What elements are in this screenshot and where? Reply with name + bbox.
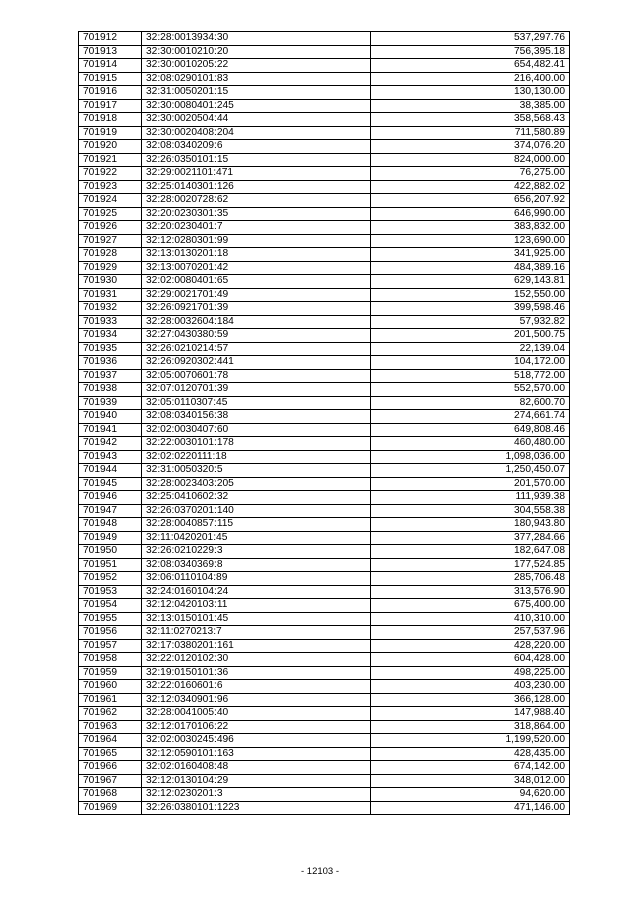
- cadastral-number-cell: 32:20:0230401:7: [142, 221, 371, 235]
- cadastral-number-cell: 32:30:0010210:20: [142, 45, 371, 59]
- table-row: [79, 774, 570, 788]
- record-id-cell: 701957: [79, 639, 142, 653]
- table-row: [79, 288, 570, 302]
- table-row: [79, 639, 570, 653]
- table-row: [79, 464, 570, 478]
- record-id-cell: 701965: [79, 747, 142, 761]
- record-id-cell: 701948: [79, 518, 142, 532]
- record-id-cell: 701950: [79, 545, 142, 559]
- table-row: [79, 329, 570, 343]
- amount-cell: 152,550.00: [371, 288, 570, 302]
- cadastral-number-cell: 32:13:0130201:18: [142, 248, 371, 262]
- record-id-cell: 701926: [79, 221, 142, 235]
- cadastral-number-cell: 32:05:0110307:45: [142, 396, 371, 410]
- cadastral-number-cell: 32:28:0023403:205: [142, 477, 371, 491]
- record-id-cell: 701946: [79, 491, 142, 505]
- cadastral-number-cell: 32:08:0340156:38: [142, 410, 371, 424]
- table-row: [79, 585, 570, 599]
- amount-cell: 1,199,520.00: [371, 734, 570, 748]
- cadastral-number-cell: 32:12:0280301:99: [142, 234, 371, 248]
- table-row: [79, 545, 570, 559]
- record-id-cell: 701955: [79, 612, 142, 626]
- amount-cell: 399,598.46: [371, 302, 570, 316]
- amount-cell: 484,389.16: [371, 261, 570, 275]
- table-row: [79, 693, 570, 707]
- amount-cell: 94,620.00: [371, 788, 570, 802]
- amount-cell: 604,428.00: [371, 653, 570, 667]
- cadastral-number-cell: 32:06:0110104:89: [142, 572, 371, 586]
- amount-cell: 656,207.92: [371, 194, 570, 208]
- record-id-cell: 701938: [79, 383, 142, 397]
- table-row: [79, 558, 570, 572]
- record-id-cell: 701934: [79, 329, 142, 343]
- table-row: [79, 450, 570, 464]
- table-row: [79, 653, 570, 667]
- record-id-cell: 701937: [79, 369, 142, 383]
- amount-cell: 130,130.00: [371, 86, 570, 100]
- record-id-cell: 701923: [79, 180, 142, 194]
- record-id-cell: 701964: [79, 734, 142, 748]
- amount-cell: 274,661.74: [371, 410, 570, 424]
- amount-cell: 216,400.00: [371, 72, 570, 86]
- cadastral-number-cell: 32:12:0230201:3: [142, 788, 371, 802]
- amount-cell: 82,600.70: [371, 396, 570, 410]
- record-id-cell: 701953: [79, 585, 142, 599]
- cadastral-number-cell: 32:24:0160104:24: [142, 585, 371, 599]
- record-id-cell: 701944: [79, 464, 142, 478]
- cadastral-number-cell: 32:12:0420103:11: [142, 599, 371, 613]
- table-row: [79, 32, 570, 46]
- record-id-cell: 701932: [79, 302, 142, 316]
- table-row: [79, 612, 570, 626]
- cadastral-number-cell: 32:31:0050201:15: [142, 86, 371, 100]
- amount-cell: 428,435.00: [371, 747, 570, 761]
- record-id-cell: 701920: [79, 140, 142, 154]
- table-row: [79, 396, 570, 410]
- record-id-cell: 701960: [79, 680, 142, 694]
- cadastral-number-cell: 32:26:0920302:441: [142, 356, 371, 370]
- table-row: [79, 86, 570, 100]
- amount-cell: 383,832.00: [371, 221, 570, 235]
- record-id-cell: 701914: [79, 59, 142, 73]
- table-row: [79, 477, 570, 491]
- amount-cell: 182,647.08: [371, 545, 570, 559]
- record-id-cell: 701969: [79, 801, 142, 815]
- record-id-cell: 701941: [79, 423, 142, 437]
- cadastral-number-cell: 32:31:0050320:5: [142, 464, 371, 478]
- record-id-cell: 701940: [79, 410, 142, 424]
- amount-cell: 377,284.66: [371, 531, 570, 545]
- amount-cell: 649,808.46: [371, 423, 570, 437]
- cadastral-number-cell: 32:17:0380201:161: [142, 639, 371, 653]
- cadastral-number-cell: 32:22:0030101:178: [142, 437, 371, 451]
- amount-cell: 180,943.80: [371, 518, 570, 532]
- cadastral-number-cell: 32:07:0120701:39: [142, 383, 371, 397]
- record-id-cell: 701966: [79, 761, 142, 775]
- amount-cell: 518,772.00: [371, 369, 570, 383]
- record-id-cell: 701954: [79, 599, 142, 613]
- table-row: [79, 410, 570, 424]
- record-id-cell: 701949: [79, 531, 142, 545]
- amount-cell: 76,275.00: [371, 167, 570, 181]
- cadastral-number-cell: 32:28:0013934:30: [142, 32, 371, 46]
- record-id-cell: 701912: [79, 32, 142, 46]
- amount-cell: 341,925.00: [371, 248, 570, 262]
- amount-cell: 285,706.48: [371, 572, 570, 586]
- record-id-cell: 701945: [79, 477, 142, 491]
- amount-cell: 824,000.00: [371, 153, 570, 167]
- record-id-cell: 701935: [79, 342, 142, 356]
- record-id-cell: 701921: [79, 153, 142, 167]
- record-id-cell: 701959: [79, 666, 142, 680]
- table-row: [79, 153, 570, 167]
- cadastral-number-cell: 32:02:0030245:496: [142, 734, 371, 748]
- amount-cell: 22,139.04: [371, 342, 570, 356]
- table-row: [79, 680, 570, 694]
- amount-cell: 177,524.85: [371, 558, 570, 572]
- table-row: [79, 788, 570, 802]
- cadastral-number-cell: 32:28:0041005:40: [142, 707, 371, 721]
- cadastral-number-cell: 32:27:0430380:59: [142, 329, 371, 343]
- record-id-cell: 701922: [79, 167, 142, 181]
- amount-cell: 675,400.00: [371, 599, 570, 613]
- record-id-cell: 701916: [79, 86, 142, 100]
- amount-cell: 38,385.00: [371, 99, 570, 113]
- amount-cell: 629,143.81: [371, 275, 570, 289]
- record-id-cell: 701918: [79, 113, 142, 127]
- table-row: [79, 504, 570, 518]
- record-id-cell: 701915: [79, 72, 142, 86]
- cadastral-number-cell: 32:30:0010205:22: [142, 59, 371, 73]
- amount-cell: 111,939.38: [371, 491, 570, 505]
- cadastral-number-cell: 32:26:0370201:140: [142, 504, 371, 518]
- record-id-cell: 701943: [79, 450, 142, 464]
- table-row: [79, 572, 570, 586]
- amount-cell: 646,990.00: [371, 207, 570, 221]
- cadastral-number-cell: 32:11:0270213:7: [142, 626, 371, 640]
- table-row: [79, 248, 570, 262]
- amount-cell: 358,568.43: [371, 113, 570, 127]
- cadastral-number-cell: 32:20:0230301:35: [142, 207, 371, 221]
- record-id-cell: 701961: [79, 693, 142, 707]
- record-id-cell: 701928: [79, 248, 142, 262]
- cadastral-number-cell: 32:12:0340901:96: [142, 693, 371, 707]
- amount-cell: 1,250,450.07: [371, 464, 570, 478]
- cadastral-number-cell: 32:02:0160408:48: [142, 761, 371, 775]
- table-row: [79, 734, 570, 748]
- table-row: [79, 261, 570, 275]
- cadastral-number-cell: 32:22:0160601:6: [142, 680, 371, 694]
- table-row: [79, 342, 570, 356]
- table-row: [79, 761, 570, 775]
- cadastral-number-cell: 32:08:0340209:6: [142, 140, 371, 154]
- table-row: [79, 626, 570, 640]
- amount-cell: 304,558.38: [371, 504, 570, 518]
- cadastral-number-cell: 32:19:0150101:36: [142, 666, 371, 680]
- cadastral-number-cell: 32:30:0020408:204: [142, 126, 371, 140]
- table-row: [79, 275, 570, 289]
- record-id-cell: 701933: [79, 315, 142, 329]
- table-row: [79, 801, 570, 815]
- cadastral-number-cell: 32:29:0021701:49: [142, 288, 371, 302]
- amount-cell: 1,098,036.00: [371, 450, 570, 464]
- cadastral-number-cell: 32:08:0290101:83: [142, 72, 371, 86]
- amount-cell: 471,146.00: [371, 801, 570, 815]
- table-row: [79, 369, 570, 383]
- record-id-cell: 701931: [79, 288, 142, 302]
- amount-cell: 552,570.00: [371, 383, 570, 397]
- amount-cell: 674,142.00: [371, 761, 570, 775]
- record-id-cell: 701951: [79, 558, 142, 572]
- table-row: [79, 140, 570, 154]
- table-row: [79, 666, 570, 680]
- amount-cell: 711,580.89: [371, 126, 570, 140]
- records-table: [78, 31, 570, 815]
- record-id-cell: 701917: [79, 99, 142, 113]
- table-row: [79, 45, 570, 59]
- table-row: [79, 99, 570, 113]
- record-id-cell: 701947: [79, 504, 142, 518]
- amount-cell: 57,932.82: [371, 315, 570, 329]
- record-id-cell: 701919: [79, 126, 142, 140]
- table-row: [79, 113, 570, 127]
- cadastral-number-cell: 32:28:0020728:62: [142, 194, 371, 208]
- cadastral-number-cell: 32:26:0380101:1223: [142, 801, 371, 815]
- record-id-cell: 701939: [79, 396, 142, 410]
- amount-cell: 374,076.20: [371, 140, 570, 154]
- records-table-body: [79, 32, 570, 815]
- amount-cell: 366,128.00: [371, 693, 570, 707]
- amount-cell: 410,310.00: [371, 612, 570, 626]
- cadastral-number-cell: 32:28:0040857:115: [142, 518, 371, 532]
- record-id-cell: 701925: [79, 207, 142, 221]
- cadastral-number-cell: 32:02:0030407:60: [142, 423, 371, 437]
- table-row: [79, 599, 570, 613]
- table-row: [79, 531, 570, 545]
- amount-cell: 147,988.40: [371, 707, 570, 721]
- amount-cell: 756,395.18: [371, 45, 570, 59]
- amount-cell: 123,690.00: [371, 234, 570, 248]
- record-id-cell: 701924: [79, 194, 142, 208]
- record-id-cell: 701962: [79, 707, 142, 721]
- record-id-cell: 701958: [79, 653, 142, 667]
- table-row: [79, 518, 570, 532]
- table-row: [79, 126, 570, 140]
- record-id-cell: 701927: [79, 234, 142, 248]
- record-id-cell: 701963: [79, 720, 142, 734]
- record-id-cell: 701936: [79, 356, 142, 370]
- record-id-cell: 701952: [79, 572, 142, 586]
- cadastral-number-cell: 32:11:0420201:45: [142, 531, 371, 545]
- cadastral-number-cell: 32:30:0080401:245: [142, 99, 371, 113]
- table-row: [79, 167, 570, 181]
- table-row: [79, 315, 570, 329]
- amount-cell: 348,012.00: [371, 774, 570, 788]
- cadastral-number-cell: 32:12:0170106:22: [142, 720, 371, 734]
- record-id-cell: 701967: [79, 774, 142, 788]
- table-row: [79, 221, 570, 235]
- cadastral-number-cell: 32:13:0070201:42: [142, 261, 371, 275]
- record-id-cell: 701913: [79, 45, 142, 59]
- record-id-cell: 701929: [79, 261, 142, 275]
- amount-cell: 104,172.00: [371, 356, 570, 370]
- cadastral-number-cell: 32:25:0410602:32: [142, 491, 371, 505]
- table-row: [79, 491, 570, 505]
- amount-cell: 654,482.41: [371, 59, 570, 73]
- record-id-cell: 701930: [79, 275, 142, 289]
- table-row: [79, 720, 570, 734]
- table-row: [79, 207, 570, 221]
- amount-cell: 318,864.00: [371, 720, 570, 734]
- cadastral-number-cell: 32:26:0350101:15: [142, 153, 371, 167]
- table-row: [79, 59, 570, 73]
- page-number: - 12103 -: [300, 866, 340, 877]
- table-row: [79, 234, 570, 248]
- amount-cell: 498,225.00: [371, 666, 570, 680]
- record-id-cell: 701942: [79, 437, 142, 451]
- cadastral-number-cell: 32:26:0210214:57: [142, 342, 371, 356]
- table-row: [79, 356, 570, 370]
- cadastral-number-cell: 32:28:0032604:184: [142, 315, 371, 329]
- amount-cell: 403,230.00: [371, 680, 570, 694]
- cadastral-number-cell: 32:08:0340369:8: [142, 558, 371, 572]
- cadastral-number-cell: 32:02:0220111:18: [142, 450, 371, 464]
- table-row: [79, 72, 570, 86]
- amount-cell: 428,220.00: [371, 639, 570, 653]
- table-row: [79, 437, 570, 451]
- cadastral-number-cell: 32:22:0120102:30: [142, 653, 371, 667]
- amount-cell: 422,882.02: [371, 180, 570, 194]
- table-row: [79, 302, 570, 316]
- table-row: [79, 707, 570, 721]
- table-row: [79, 747, 570, 761]
- table-row: [79, 383, 570, 397]
- cadastral-number-cell: 32:12:0130104:29: [142, 774, 371, 788]
- amount-cell: 201,500.75: [371, 329, 570, 343]
- table-row: [79, 180, 570, 194]
- cadastral-number-cell: 32:29:0021101:471: [142, 167, 371, 181]
- cadastral-number-cell: 32:02:0080401:65: [142, 275, 371, 289]
- amount-cell: 460,480.00: [371, 437, 570, 451]
- amount-cell: 201,570.00: [371, 477, 570, 491]
- record-id-cell: 701956: [79, 626, 142, 640]
- amount-cell: 537,297.76: [371, 32, 570, 46]
- amount-cell: 257,537.96: [371, 626, 570, 640]
- cadastral-number-cell: 32:26:0921701:39: [142, 302, 371, 316]
- cadastral-number-cell: 32:13:0150101:45: [142, 612, 371, 626]
- cadastral-number-cell: 32:25:0140301:126: [142, 180, 371, 194]
- cadastral-number-cell: 32:12:0590101:163: [142, 747, 371, 761]
- cadastral-number-cell: 32:05:0070601:78: [142, 369, 371, 383]
- record-id-cell: 701968: [79, 788, 142, 802]
- amount-cell: 313,576.90: [371, 585, 570, 599]
- table-row: [79, 194, 570, 208]
- cadastral-number-cell: 32:30:0020504:44: [142, 113, 371, 127]
- cadastral-number-cell: 32:26:0210229:3: [142, 545, 371, 559]
- table-row: [79, 423, 570, 437]
